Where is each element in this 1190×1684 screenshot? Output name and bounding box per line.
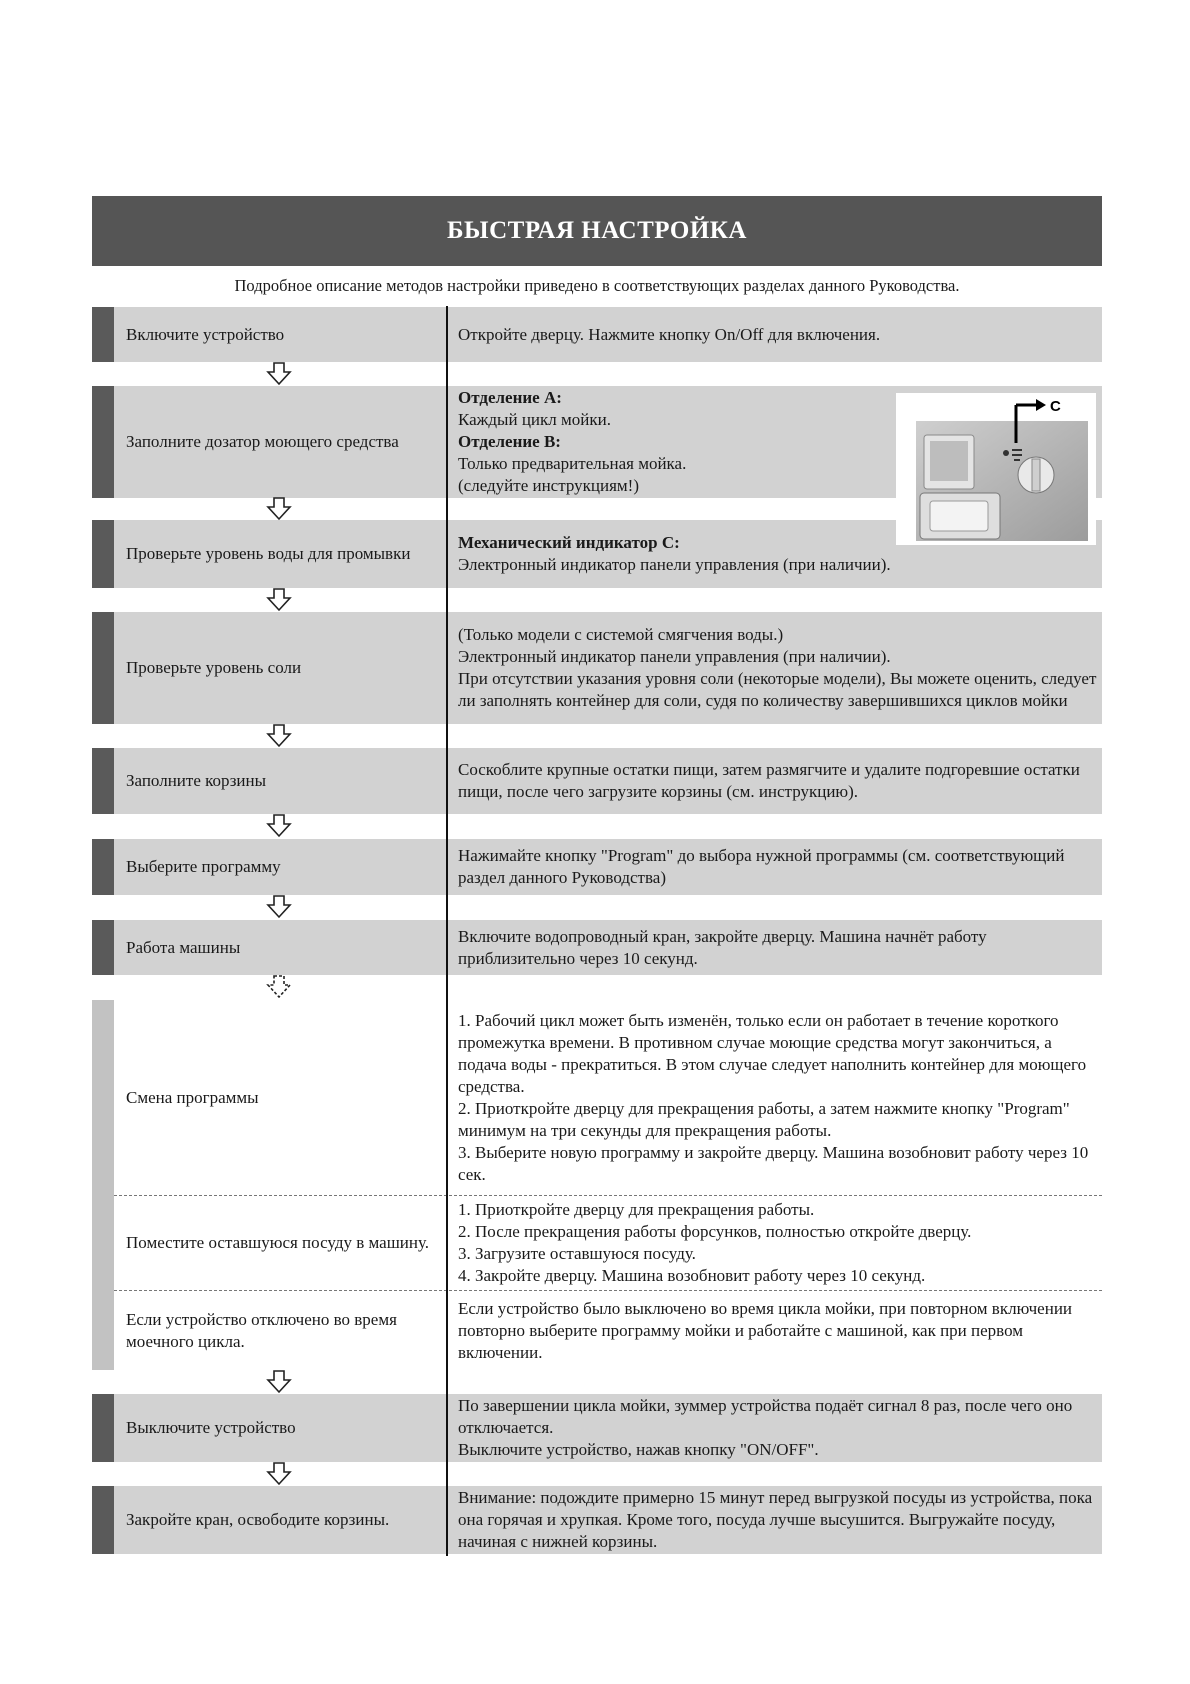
compartment-b-title: Отделение В: [458,432,561,451]
step-marker [92,307,114,362]
step-text: Соскоблите крупные остатки пищи, затем размягчите и удалите подгоревшие остатки пищи, после чего загрузите корзины (см. инструкцию). [458,760,1080,801]
compartment-b-text: Только предварительная мойка. [458,454,687,473]
dashed-divider [114,1290,1102,1291]
step-text: Откройте дверцу. Нажмите кнопку On/Off для включения. [458,324,881,344]
step-description [458,1004,1098,1191]
step-description [458,307,1098,362]
step-description [458,920,1098,975]
step-text: Электронный индикатор панели управления (при наличии). [458,647,891,666]
page-title: БЫСТРАЯ НАСТРОЙКА [447,217,747,244]
step-label: Проверьте уровень воды для промывки [126,544,411,563]
column-divider [446,306,448,1556]
detergent-dispenser-image [896,393,1096,545]
callout-label: C [1050,398,1061,415]
step-marker [92,520,114,588]
step-text: 3. Загрузите оставшуюся посуду. [458,1244,696,1263]
step-marker [92,1486,114,1554]
step-text: Если устройство было выключено во время цикла мойки, при повторном включении повторно выберите программу мойки и работайте с машиной, как при первом включении. [458,1299,1073,1362]
step-label: Проверьте уровень соли [126,658,302,677]
step-description [458,1394,1098,1462]
step-group-marker [92,1000,114,1370]
step-description [458,386,878,498]
step-text: 3. Выберите новую программу и закройте дверцу. Машина возобновит работу через 10 сек. [458,1142,1089,1184]
step-label: Закройте кран, освободите корзины. [126,1510,390,1529]
step-marker [92,748,114,814]
down-arrow-icon [266,1370,292,1394]
step-marker [92,1394,114,1462]
step-description [458,839,1098,895]
step-label: Работа машины [126,937,241,957]
step-text: При отсутствии указания уровня соли (некоторые модели), Вы можете оценить, следует ли заполнять контейнер для соли, судя по количеству завершившихся циклов мойки [458,669,1097,710]
step-label: Смена программы [126,1087,259,1107]
down-arrow-icon [266,895,292,919]
step-note: (следуйте инструкциям!) [458,476,639,495]
step-description [458,1486,1098,1554]
step-label: Заполните корзины [126,771,267,790]
step-label: Выберите программу [126,857,281,876]
step-marker [92,612,114,724]
compartment-a-text: Каждый цикл мойки. [458,410,611,429]
down-arrow-icon [266,814,292,838]
step-text: Включите водопроводный кран, закройте дверцу. Машина начнёт работу приблизительно через 10 секунд. [458,926,987,968]
step-description [458,612,1098,724]
step-text: (Только модели с системой смягчения воды.) [458,625,784,644]
down-arrow-icon [266,362,292,386]
step-label: Если устройство отключено во время моечного цикла. [126,1310,397,1351]
dashed-down-arrow-icon [266,975,292,999]
step-text: Нажимайте кнопку "Program" до выбора нужной программы (см. соответствующий раздел данного Руководства) [458,846,1065,887]
step-marker [92,386,114,498]
step-text: По завершении цикла мойки, зуммер устройства подаёт сигнал 8 раз, после чего оно отключается. [458,1396,1073,1437]
indicator-title: Механический индикатор С: [458,533,680,552]
down-arrow-icon [266,1462,292,1486]
step-text: 2. Приоткройте дверцу для прекращения работы, а затем нажмите кнопку "Program" минимум на три секунды для прекращения работы. [458,1098,1070,1140]
down-arrow-icon [266,497,292,521]
dispenser-photo [896,393,1096,545]
step-label: Выключите устройство [126,1418,296,1437]
step-label: Поместите оставшуюся посуду в машину. [126,1233,430,1252]
step-text: 4. Закройте дверцу. Машина возобновит работу через 10 секунд. [458,1266,926,1285]
step-marker [92,920,114,975]
step-label: Заполните дозатор моющего средства [126,432,399,451]
step-text: 1. Рабочий цикл может быть изменён, только если он работает в течение короткого промежутка времени. В противном случае моющие средства могут закончиться, а подача воды - прекратиться. В этом случае следует наполнить контейнер для моющего средства. [458,1010,1087,1096]
step-description [458,748,1098,814]
step-label: Включите устройство [126,324,285,344]
step-text: Электронный индикатор панели управления (при наличии). [458,555,891,574]
page-title-banner [92,196,1102,266]
compartment-a-title: Отделение А: [458,388,562,407]
step-marker [92,839,114,895]
intro-text: Подробное описание методов настройки приведено в соответствующих разделах данного Руководства. [234,276,960,295]
step-text: 1. Приоткройте дверцу для прекращения работы. [458,1200,815,1219]
step-text: Внимание: подождите примерно 15 минут перед выгрузкой посуды из устройства, пока она горячая и хрупкая. Кроме того, посуда лучше высушится. Выгружайте посуду, начиная с нижней корзины. [458,1488,1093,1551]
step-text: 2. После прекращения работы форсунков, полностью откройте дверцу. [458,1222,972,1241]
down-arrow-icon [266,588,292,612]
step-description [458,1197,1098,1289]
down-arrow-icon [266,724,292,748]
dashed-divider [114,1195,1102,1196]
step-description [458,1292,1098,1370]
step-text: Выключите устройство, нажав кнопку "ON/OFF". [458,1440,819,1459]
